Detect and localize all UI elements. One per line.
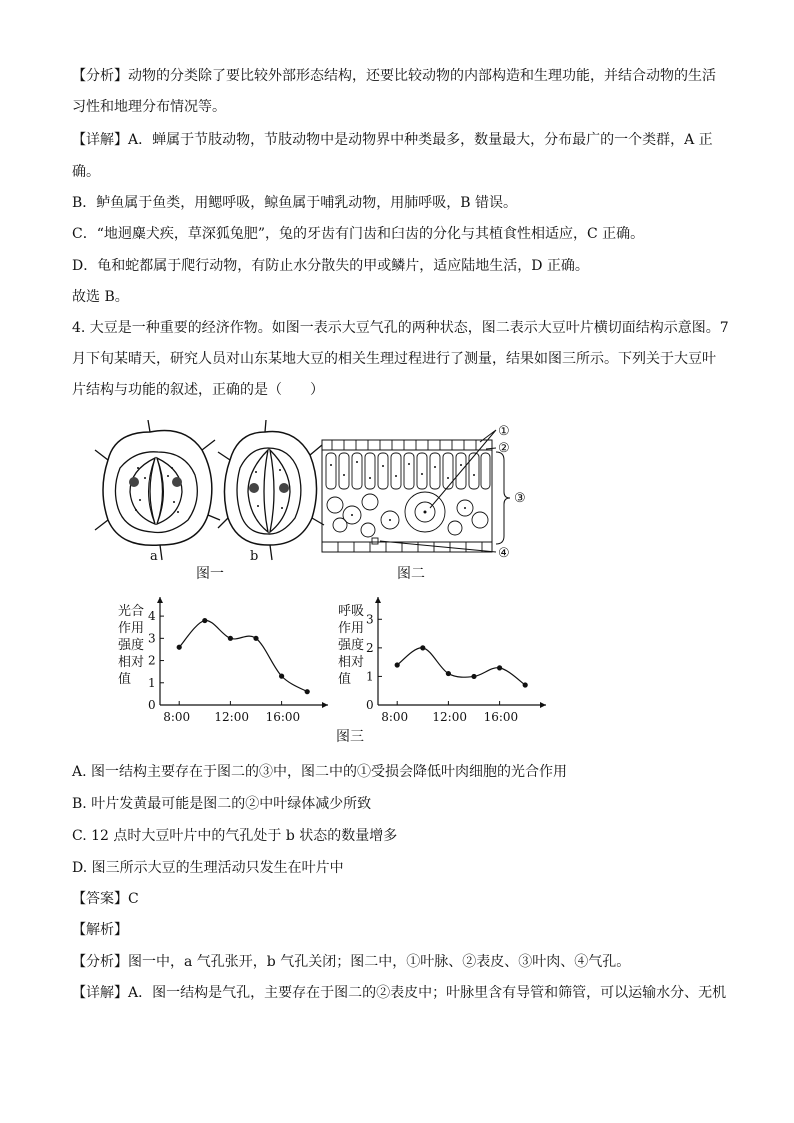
leaf-cross-section-illustration <box>322 430 510 552</box>
option-b: B. 叶片发黄最可能是图二的②中叶绿体减少所致 <box>72 796 372 812</box>
data-point <box>497 665 502 670</box>
figure-3-caption: 图三 <box>336 729 364 745</box>
marker-3: ③ <box>514 491 526 506</box>
text-line: 【分析】动物的分类除了要比较外部形态结构，还要比较动物的内部构造和生理功能，并结合动物的生活 <box>72 68 716 84</box>
y-axis-label: 值 <box>338 672 352 687</box>
y-axis-label: 光合 <box>118 604 145 619</box>
y-tick-label: 2 <box>148 653 156 668</box>
data-point <box>177 645 182 650</box>
question-line: 月下旬某晴天，研究人员对山东某地大豆的相关生理过程进行了测量，结果如图三所示。下列关于大豆叶 <box>72 351 716 367</box>
figure-2-caption: 图二 <box>397 566 425 582</box>
data-point <box>202 618 207 623</box>
y-axis-arrow <box>157 597 163 603</box>
label-b: b <box>250 549 259 564</box>
marker-1: ① <box>498 424 510 439</box>
figure-leaf-structures <box>90 420 530 595</box>
y-axis-label: 作用 <box>338 621 365 636</box>
question-line: 4. 大豆是一种重要的经济作物。如图一表示大豆气孔的两种状态，图二表示大豆叶片横切面结构示意图。7 <box>72 320 729 336</box>
y-tick-label: 1 <box>366 669 374 684</box>
text-line: 习性和地理分布情况等。 <box>72 99 226 115</box>
text-line: 确。 <box>72 164 100 180</box>
y-axis-label: 呼吸 <box>338 604 365 619</box>
series-line <box>179 620 307 691</box>
y-tick-label: 3 <box>148 631 156 646</box>
analysis-line: 【详解】A．图一结构是气孔，主要存在于图二的②表皮中；叶脉里含有导管和筛管，可以运输水分、无机 <box>72 985 727 1001</box>
x-axis-arrow <box>322 702 328 708</box>
y-axis-label: 相对 <box>338 655 365 670</box>
text-line: 故选 B。 <box>72 289 129 305</box>
data-point <box>279 674 284 679</box>
marker-2: ② <box>498 441 510 456</box>
option-a: A. 图一结构主要存在于图二的③中，图二中的①受损会降低叶肉细胞的光合作用 <box>72 764 568 780</box>
x-tick-label: 12:00 <box>432 710 467 724</box>
respiration-chart <box>338 597 546 724</box>
data-point <box>253 636 258 641</box>
y-tick-label: 4 <box>148 609 156 624</box>
y-axis-label: 强度 <box>118 638 145 653</box>
y-tick-label: 0 <box>148 698 156 712</box>
text-line: D．龟和蛇都属于爬行动物，有防止水分散失的甲或鳞片，适应陆地生活，D 正确。 <box>72 258 589 274</box>
data-point <box>471 674 476 679</box>
y-tick-label: 1 <box>148 675 156 690</box>
data-point <box>446 671 451 676</box>
figure-1-caption: 图一 <box>196 566 224 582</box>
x-tick-label: 12:00 <box>214 710 249 724</box>
y-axis-arrow <box>375 597 381 603</box>
stoma-closed-illustration <box>218 420 324 560</box>
text-line: 【详解】A．蝉属于节肢动物，节肢动物中是动物界中种类最多，数量最大，分布最广的一个类群，A 正 <box>72 132 713 148</box>
y-axis-label: 相对 <box>118 655 145 670</box>
marker-4: ④ <box>498 546 510 561</box>
x-tick-label: 8:00 <box>381 710 409 724</box>
y-tick-label: 0 <box>366 698 374 712</box>
figure-3-charts <box>100 595 560 745</box>
data-point <box>228 636 233 641</box>
x-tick-label: 16:00 <box>483 710 519 724</box>
x-tick-label: 8:00 <box>163 710 191 724</box>
x-axis-arrow <box>540 702 546 708</box>
analysis-line: 【分析】图一中，a 气孔张开，b 气孔关闭；图二中，①叶脉、②表皮、③叶肉、④气孔。 <box>72 954 631 970</box>
data-point <box>395 662 400 667</box>
x-tick-label: 16:00 <box>265 710 301 724</box>
photosynthesis-chart <box>118 597 328 724</box>
option-d: D. 图三所示大豆的生理活动只发生在叶片中 <box>72 860 344 876</box>
y-axis-label: 值 <box>118 672 132 687</box>
data-point <box>305 689 310 694</box>
option-c: C. 12 点时大豆叶片中的气孔处于 b 状态的数量增多 <box>72 828 398 844</box>
y-axis-label: 作用 <box>118 621 145 636</box>
y-tick-label: 3 <box>366 612 374 627</box>
series-line <box>397 648 525 685</box>
answer-line: 【答案】C <box>72 891 139 907</box>
question-line: 片结构与功能的叙述，正确的是（ ） <box>72 382 324 398</box>
data-point <box>523 682 528 687</box>
stoma-open-illustration <box>95 420 220 560</box>
text-line: B．鲈鱼属于鱼类，用鳃呼吸，鲸鱼属于哺乳动物，用肺呼吸，B 错误。 <box>72 195 518 211</box>
analysis-heading: 【解析】 <box>72 922 128 938</box>
label-a: a <box>150 549 158 564</box>
y-axis-label: 强度 <box>338 638 365 653</box>
text-line: C．“地迥麋犬疾，草深狐兔肥”，兔的牙齿有门齿和臼齿的分化与其植食性相适应，C 正确。 <box>72 226 645 242</box>
data-point <box>420 645 425 650</box>
y-tick-label: 2 <box>366 640 374 655</box>
